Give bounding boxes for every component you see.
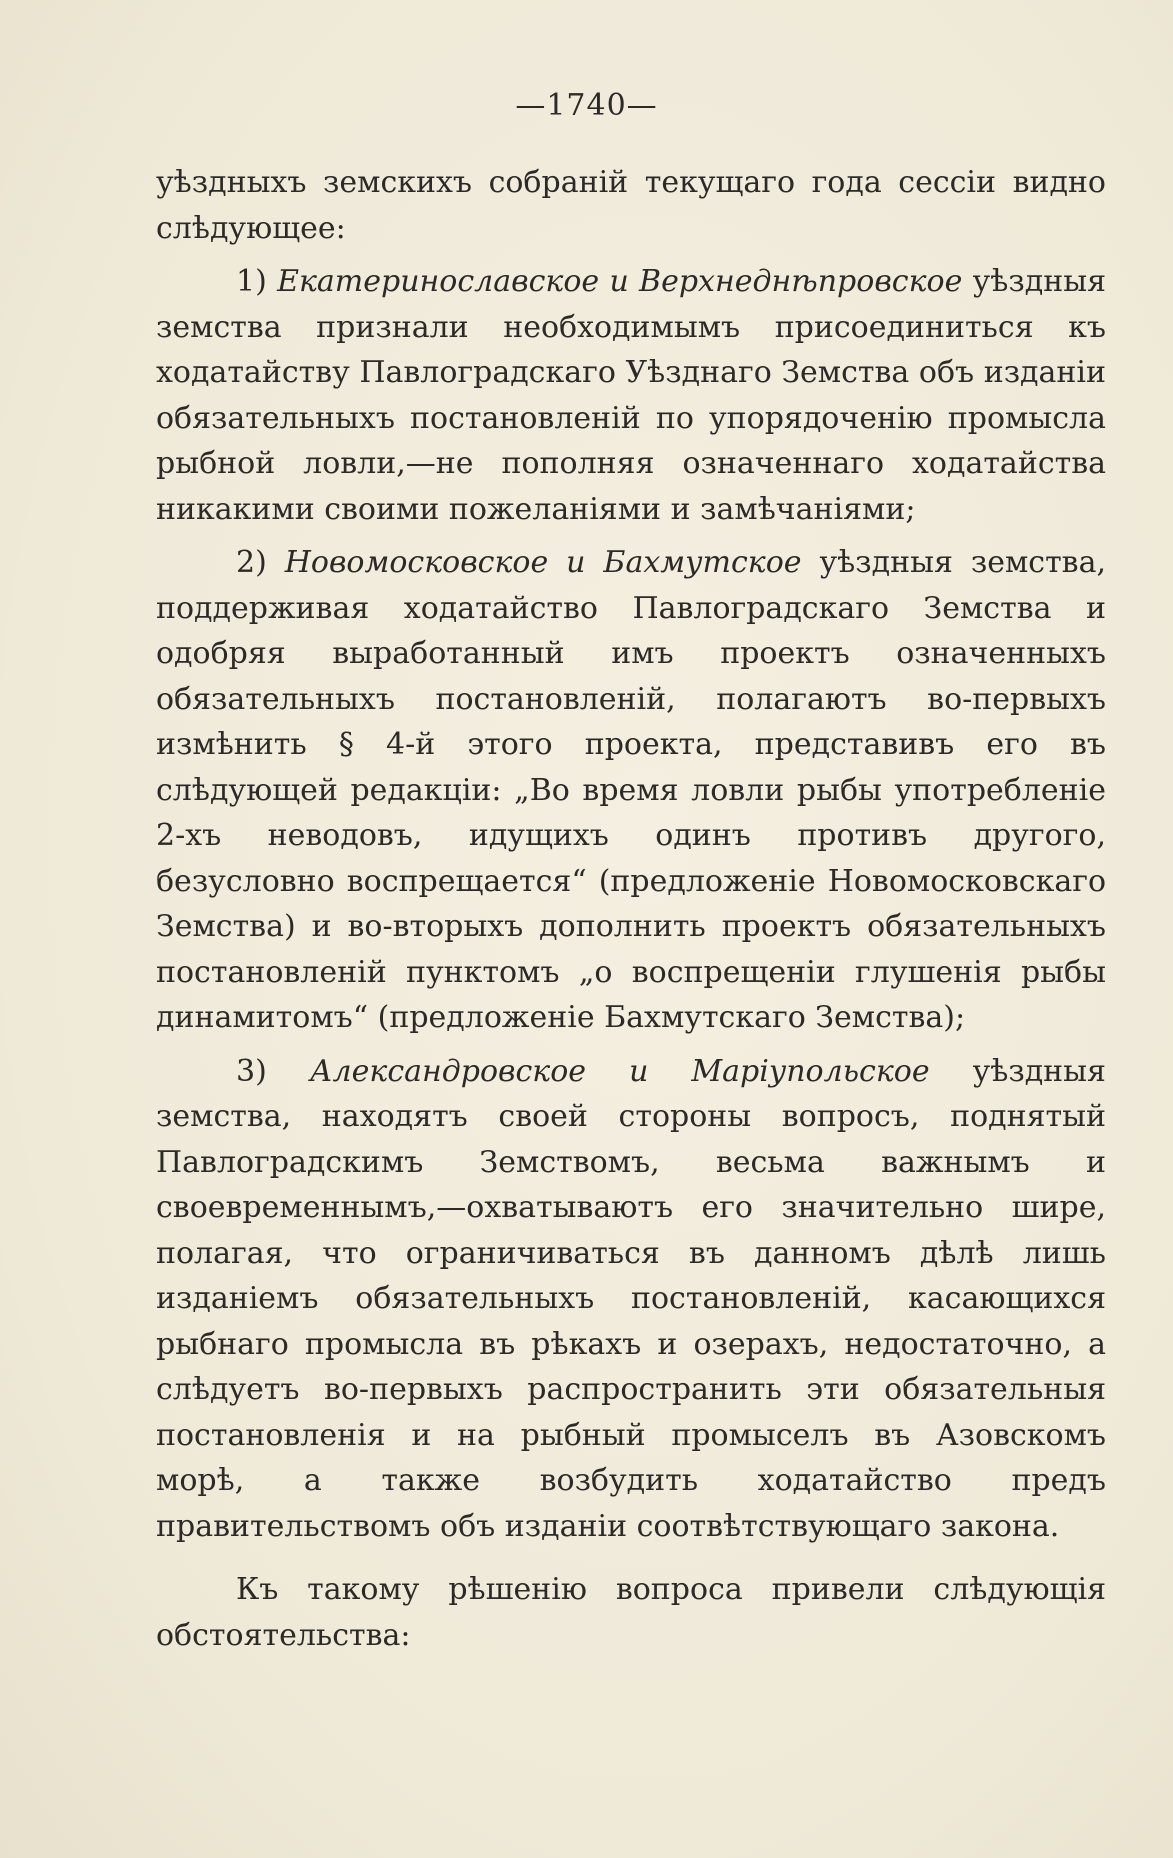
item-3-text: уѣздныя земства, находятъ своей стороны вопросъ, поднятый Павлоградскимъ Земствомъ, весьма важнымъ и своевременнымъ,—охватываютъ его значительно шире, полагая, что ограничиваться въ данномъ дѣлѣ лишь изданіемъ обязательныхъ постановленій, касающихся рыбнаго промысла въ рѣкахъ и озерахъ, недостаточно, а слѣдуетъ во-первыхъ распространить эти обязательныя постановленія и на рыбный промыселъ въ Азовскомъ морѣ, а также возбудить ходатайство предъ правительствомъ объ изданіи соотвѣтствующаго закона.	[156, 1053, 1106, 1544]
item-1-text: уѣздныя земства признали необходимымъ присоединиться къ ходатайству Павлоградскаго Уѣзднаго Земства объ изданіи обязательныхъ постановленій по упорядоченію промысла рыбной ловли,—не пополняя означеннаго ходатайства никакими своими пожеланіями и замѣчаніями;	[156, 264, 1107, 527]
item-2-text: уѣздныя земства, поддерживая ходатайство Павлоградскаго Земства и одобряя выработанный имъ проектъ означенныхъ обязательныхъ постановленій, полагаютъ во-первыхъ измѣнить § 4-й этого проекта, представивъ его въ слѣдующей редакціи: „Во время ловли рыбы употребленіе 2-хъ неводовъ, идущихъ одинъ противъ другого, безусловно воспрещается“ (предложеніе Новомосковскаго Земства) и во-вторыхъ дополнить проектъ обязательныхъ постановленій пунктомъ „о воспрещеніи глушенія рыбы динамитомъ“ (предложеніе Бахмутскаго Земства);	[156, 545, 1106, 1035]
item-number-1: 1)	[236, 264, 267, 299]
item-number-3: 3)	[236, 1053, 267, 1089]
page-number: —1740—	[515, 88, 658, 123]
paragraph-item-2	[156, 540, 1106, 1041]
paragraph-conclusion: Къ такому рѣшенію вопроса привели слѣдующія обстоятельства:	[156, 1572, 1106, 1653]
paragraph-intro: уѣздныхъ земскихъ собраній текущаго года сессіи видно слѣдующее:	[156, 165, 1106, 246]
item-2-zemstvos: Новомосковское и Бахмутское	[284, 545, 802, 580]
item-3-zemstvos: Александровское и Маріупольское	[309, 1053, 930, 1089]
item-number-2: 2)	[236, 545, 267, 580]
paragraph-item-3	[156, 1049, 1106, 1550]
item-1-zemstvos: Екатеринославское и Верхнеднѣпровское	[277, 264, 963, 299]
body-text	[156, 160, 1106, 1658]
paragraph-item-1	[156, 259, 1106, 532]
